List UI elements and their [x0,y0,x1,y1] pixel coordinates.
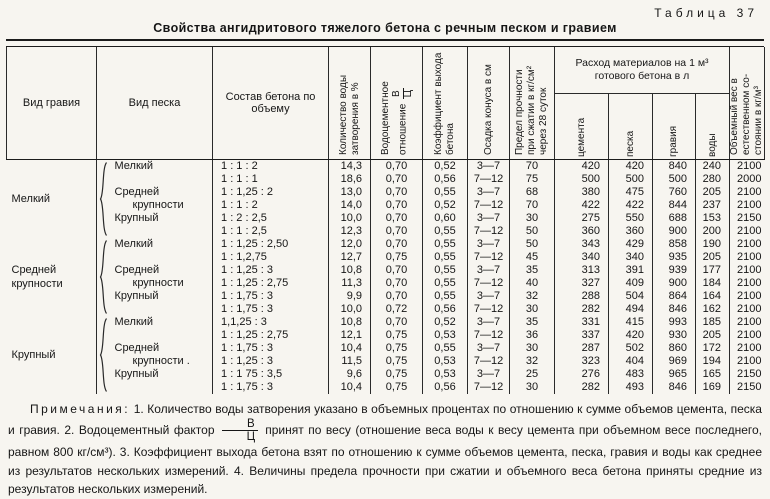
slump-cell: 7—12 [468,329,510,342]
yield-coef-cell: 0,53 [423,368,468,381]
water-volume-cell: 153 [696,212,730,225]
water-amount-cell: 14,3 [329,159,371,173]
wc-ratio-cell: 0,70 [371,277,423,290]
footnote-wc-fraction: $\frac{В}{Ц}$ [222,418,258,443]
cement-cell: 323 [555,355,609,368]
strength-cell: 70 [510,159,555,173]
footnote-label: Примечания: [30,401,131,416]
sand-volume-cell: 340 [609,251,653,264]
cement-cell: 360 [555,225,609,238]
water-amount-cell: 10,4 [329,342,371,355]
yield-coef-cell: 0,56 [423,381,468,394]
water-volume-cell: 185 [696,316,730,329]
sand-type-cell: Мелкий [114,315,154,328]
water-amount-cell: 18,6 [329,173,371,186]
slump-cell: 3—7 [468,238,510,251]
wc-ratio-cell: 0,70 [371,199,423,212]
col-header-materials-group: Расход материалов на 1 м³ готового бетона в л [555,47,730,93]
footnote-text-2: принят по весу (отношение веса воды к весу цемента при объемном весе последнего, равном 800 кг/см³). 3. Коэффициент выхода бетона взят по отношению к сумме объемов цемента, песка, гравия и воды как среднее из результатов нескольких измерений. 4. Величины предела прочности при сжатии и объемного веса бетона приняты средние из результатов нескольких измерений. [8,423,762,497]
gravel-volume-cell: 935 [653,251,696,264]
sand-volume-cell: 500 [609,173,653,186]
gravel-volume-cell: 844 [653,199,696,212]
table-body [7,159,765,394]
group-brace-icon [99,239,108,315]
sand-volume-cell: 420 [609,329,653,342]
mix-ratio-cell: 1 : 1,25 : 2,50 [213,238,329,251]
group-brace-icon [99,317,108,393]
unit-weight-cell: 2100 [730,251,765,264]
group-brace-cell [97,238,111,316]
water-volume-cell: 240 [696,159,730,173]
sand-volume-cell: 502 [609,342,653,355]
water-amount-cell: 14,0 [329,199,371,212]
mix-ratio-cell: 1 : 1,25 : 3 [213,264,329,277]
wc-ratio-cell: 0,75 [371,355,423,368]
table-row [7,368,765,381]
strength-cell: 30 [510,381,555,394]
sand-volume-cell: 422 [609,199,653,212]
slump-cell: 3—7 [468,212,510,225]
water-amount-cell: 9,6 [329,368,371,381]
sand-type-cell: Крупный [114,211,159,224]
cement-cell: 422 [555,199,609,212]
gravel-volume-cell: 993 [653,316,696,329]
unit-weight-cell: 2100 [730,277,765,290]
gravel-volume-cell: 930 [653,329,696,342]
mix-ratio-cell: 1,1,25 : 3 [213,316,329,329]
slump-cell: 3—7 [468,342,510,355]
water-volume-cell: 190 [696,238,730,251]
col-header-cement: цемента [555,93,609,159]
col-header-composition: Состав бетона по объему [213,47,329,159]
table-row [7,316,765,329]
table-row [7,159,765,173]
cement-cell: 340 [555,251,609,264]
water-amount-cell: 10,8 [329,316,371,329]
water-volume-cell: 165 [696,368,730,381]
table-row [7,212,765,225]
slump-cell: 3—7 [468,159,510,173]
mix-ratio-cell: 1 : 1,25 : 2,75 [213,329,329,342]
sand-volume-cell: 360 [609,225,653,238]
table-row [7,264,765,277]
unit-weight-cell: 2000 [730,173,765,186]
water-amount-cell: 10,0 [329,303,371,316]
gravel-volume-cell: 846 [653,303,696,316]
cement-cell: 287 [555,342,609,355]
col-header-sand-type: Вид песка [97,47,213,159]
unit-weight-cell: 2100 [730,290,765,303]
gravel-volume-cell: 939 [653,264,696,277]
sand-type-cell: Мелкий [114,237,154,250]
strength-cell: 36 [510,329,555,342]
gravel-volume-cell: 500 [653,173,696,186]
slump-cell: 3—7 [468,316,510,329]
slump-cell: 7—12 [468,381,510,394]
cement-cell: 282 [555,381,609,394]
group-brace-cell [97,316,111,394]
gravel-volume-cell: 900 [653,225,696,238]
yield-coef-cell: 0,60 [423,212,468,225]
unit-weight-cell: 2150 [730,212,765,225]
unit-weight-cell: 2100 [730,186,765,199]
footnote-text-1: 1. Количество воды затворения указано в объемных процентах по отношению к сумме объемов цемента, песка и гравия. 2. Водоцементный фактор [8,401,762,438]
yield-coef-cell: 0,55 [423,251,468,264]
strength-cell: 68 [510,186,555,199]
water-amount-cell: 10,4 [329,381,371,394]
sand-volume-cell: 494 [609,303,653,316]
col-header-wc-ratio: Водоцементное отношение В Ц [371,47,423,159]
water-amount-cell: 11,5 [329,355,371,368]
wc-ratio-cell: 0,70 [371,212,423,225]
strength-cell: 32 [510,355,555,368]
slump-cell: 7—12 [468,199,510,212]
cement-cell: 282 [555,303,609,316]
wc-ratio-cell: 0,75 [371,381,423,394]
slump-cell: 7—12 [468,355,510,368]
sand-volume-cell: 420 [609,159,653,173]
strength-cell: 45 [510,251,555,264]
yield-coef-cell: 0,53 [423,329,468,342]
yield-coef-cell: 0,52 [423,159,468,173]
unit-weight-cell: 2100 [730,225,765,238]
sand-volume-cell: 404 [609,355,653,368]
col-header-slump: Осадка конуса в см [468,47,510,159]
unit-weight-cell: 2100 [730,329,765,342]
water-volume-cell: 177 [696,264,730,277]
mix-ratio-cell: 1 : 1,75 : 3 [213,303,329,316]
cement-cell: 420 [555,159,609,173]
water-amount-cell: 10,8 [329,264,371,277]
table-header [7,47,765,159]
water-volume-cell: 184 [696,277,730,290]
sand-volume-cell: 415 [609,316,653,329]
sand-type-cell: Средней крупности [114,185,184,211]
mix-ratio-cell: 1 : 1 : 1 [213,173,329,186]
table-row [7,290,765,303]
wc-ratio-cell: 0,72 [371,303,423,316]
unit-weight-cell: 2100 [730,303,765,316]
table-top-rule [6,39,764,47]
cement-cell: 275 [555,212,609,225]
unit-weight-cell: 2100 [730,355,765,368]
strength-cell: 30 [510,212,555,225]
wc-ratio-cell: 0,75 [371,329,423,342]
sand-type-cell: Крупный [114,367,159,380]
unit-weight-cell: 2150 [730,368,765,381]
table-row [7,342,765,355]
slump-cell: 7—12 [468,277,510,290]
mix-ratio-cell: 1 : 1,25 : 3 [213,355,329,368]
water-volume-cell: 172 [696,342,730,355]
unit-weight-cell: 2100 [730,342,765,355]
water-amount-cell: 13,0 [329,186,371,199]
strength-cell: 35 [510,316,555,329]
gravel-volume-cell: 846 [653,381,696,394]
gravel-type-cell: Крупный [11,348,56,361]
water-volume-cell: 280 [696,173,730,186]
sand-volume-cell: 409 [609,277,653,290]
group-brace-cell [97,159,111,238]
mix-ratio-cell: 1 : 1,75 : 3 [213,381,329,394]
sand-volume-cell: 504 [609,290,653,303]
water-amount-cell: 9,9 [329,290,371,303]
gravel-type-cell: Мелкий [11,192,51,205]
wc-ratio-cell: 0,70 [371,264,423,277]
page-title: Свойства ангидритового тяжелого бетона с речным песком и гравием [153,21,617,35]
water-amount-cell: 12,3 [329,225,371,238]
col-header-strength: Предел прочности при сжатии в кг/см² через 28 суток [510,47,555,159]
sand-volume-cell: 429 [609,238,653,251]
water-volume-cell: 169 [696,381,730,394]
col-header-unit-weight: Объемный вес в естественном состоянии в кг/м³ [730,47,765,159]
sand-volume-cell: 550 [609,212,653,225]
sand-volume-cell: 493 [609,381,653,394]
slump-cell: 7—12 [468,225,510,238]
slump-cell: 7—12 [468,251,510,264]
table-number: Таблица 37 [654,6,758,20]
gravel-type-cell: Средней крупности [11,263,63,290]
gravel-volume-cell: 860 [653,342,696,355]
mix-ratio-cell: 1 : 1,75 : 3 [213,342,329,355]
cement-cell: 327 [555,277,609,290]
water-volume-cell: 205 [696,251,730,264]
yield-coef-cell: 0,52 [423,316,468,329]
mix-ratio-cell: 1 : 2 : 2,5 [213,212,329,225]
strength-cell: 50 [510,238,555,251]
strength-cell: 25 [510,368,555,381]
mix-ratio-cell: 1 : 1 : 2,5 [213,225,329,238]
footnote [8,400,762,499]
yield-coef-cell: 0,55 [423,342,468,355]
cement-cell: 313 [555,264,609,277]
wc-ratio-cell: 0,70 [371,186,423,199]
wc-ratio-fraction: В Ц [390,89,414,98]
yield-coef-cell: 0,52 [423,199,468,212]
concrete-properties-table [6,47,765,394]
cement-cell: 380 [555,186,609,199]
col-header-water-volume: воды [696,93,730,159]
water-volume-cell: 237 [696,199,730,212]
table-row [7,186,765,199]
unit-weight-cell: 2100 [730,159,765,173]
wc-ratio-cell: 0,70 [371,159,423,173]
gravel-volume-cell: 840 [653,159,696,173]
unit-weight-cell: 2100 [730,316,765,329]
yield-coef-cell: 0,53 [423,355,468,368]
col-header-water-amount: Количество воды затворения в % [329,47,371,159]
wc-ratio-cell: 0,70 [371,238,423,251]
wc-ratio-cell: 0,75 [371,368,423,381]
unit-weight-cell: 2100 [730,238,765,251]
wc-ratio-cell: 0,75 [371,251,423,264]
water-volume-cell: 164 [696,290,730,303]
col-header-gravel-volume: гравия [653,93,696,159]
yield-coef-cell: 0,55 [423,225,468,238]
sand-volume-cell: 475 [609,186,653,199]
sand-type-cell: Средней крупности . [114,341,190,367]
slump-cell: 3—7 [468,186,510,199]
mix-ratio-cell: 1 : 1,2,75 [213,251,329,264]
wc-ratio-cell: 0,70 [371,290,423,303]
cement-cell: 500 [555,173,609,186]
cement-cell: 276 [555,368,609,381]
cement-cell: 331 [555,316,609,329]
mix-ratio-cell: 1 : 1 : 2 [213,199,329,212]
water-volume-cell: 162 [696,303,730,316]
water-amount-cell: 12,1 [329,329,371,342]
group-brace-icon [99,161,108,237]
slump-cell: 3—7 [468,264,510,277]
yield-coef-cell: 0,55 [423,264,468,277]
cement-cell: 343 [555,238,609,251]
gravel-volume-cell: 969 [653,355,696,368]
strength-cell: 32 [510,290,555,303]
sand-volume-cell: 483 [609,368,653,381]
mix-ratio-cell: 1 : 1,25 : 2 [213,186,329,199]
mix-ratio-cell: 1 : 1,25 : 2,75 [213,277,329,290]
gravel-volume-cell: 965 [653,368,696,381]
col-header-gravel-type: Вид гравия [7,47,97,159]
slump-cell: 3—7 [468,290,510,303]
unit-weight-cell: 2100 [730,199,765,212]
sand-type-cell: Средней крупности [114,263,184,289]
water-amount-cell: 12,0 [329,238,371,251]
water-amount-cell: 11,3 [329,277,371,290]
mix-ratio-cell: 1 : 1,75 : 3 [213,290,329,303]
wc-ratio-cell: 0,70 [371,225,423,238]
strength-cell: 40 [510,277,555,290]
wc-ratio-cell: 0,70 [371,173,423,186]
table-row [7,238,765,251]
strength-cell: 75 [510,173,555,186]
strength-cell: 50 [510,225,555,238]
water-volume-cell: 194 [696,355,730,368]
strength-cell: 30 [510,342,555,355]
gravel-volume-cell: 760 [653,186,696,199]
cement-cell: 337 [555,329,609,342]
gravel-volume-cell: 858 [653,238,696,251]
sand-type-cell: Крупный [114,289,159,302]
yield-coef-cell: 0,55 [423,238,468,251]
cement-cell: 288 [555,290,609,303]
slump-cell: 7—12 [468,303,510,316]
strength-cell: 70 [510,199,555,212]
strength-cell: 30 [510,303,555,316]
wc-ratio-cell: 0,75 [371,342,423,355]
sand-type-cell: Мелкий [114,159,154,172]
gravel-volume-cell: 688 [653,212,696,225]
col-header-yield-coef: Коэффициент выхода бетона [423,47,468,159]
sand-volume-cell: 391 [609,264,653,277]
slump-cell: 7—12 [468,173,510,186]
strength-cell: 35 [510,264,555,277]
gravel-volume-cell: 900 [653,277,696,290]
water-amount-cell: 12,7 [329,251,371,264]
yield-coef-cell: 0,55 [423,290,468,303]
yield-coef-cell: 0,56 [423,173,468,186]
mix-ratio-cell: 1 : 1 : 2 [213,159,329,173]
col-header-sand-volume: песка [609,93,653,159]
water-volume-cell: 200 [696,225,730,238]
yield-coef-cell: 0,56 [423,303,468,316]
yield-coef-cell: 0,55 [423,186,468,199]
mix-ratio-cell: 1 : 1 75 : 3,5 [213,368,329,381]
wc-ratio-cell: 0,70 [371,316,423,329]
unit-weight-cell: 2100 [730,264,765,277]
water-amount-cell: 10,0 [329,212,371,225]
slump-cell: 3—7 [468,368,510,381]
unit-weight-cell: 2150 [730,381,765,394]
yield-coef-cell: 0,55 [423,277,468,290]
water-volume-cell: 205 [696,186,730,199]
gravel-volume-cell: 864 [653,290,696,303]
water-volume-cell: 205 [696,329,730,342]
